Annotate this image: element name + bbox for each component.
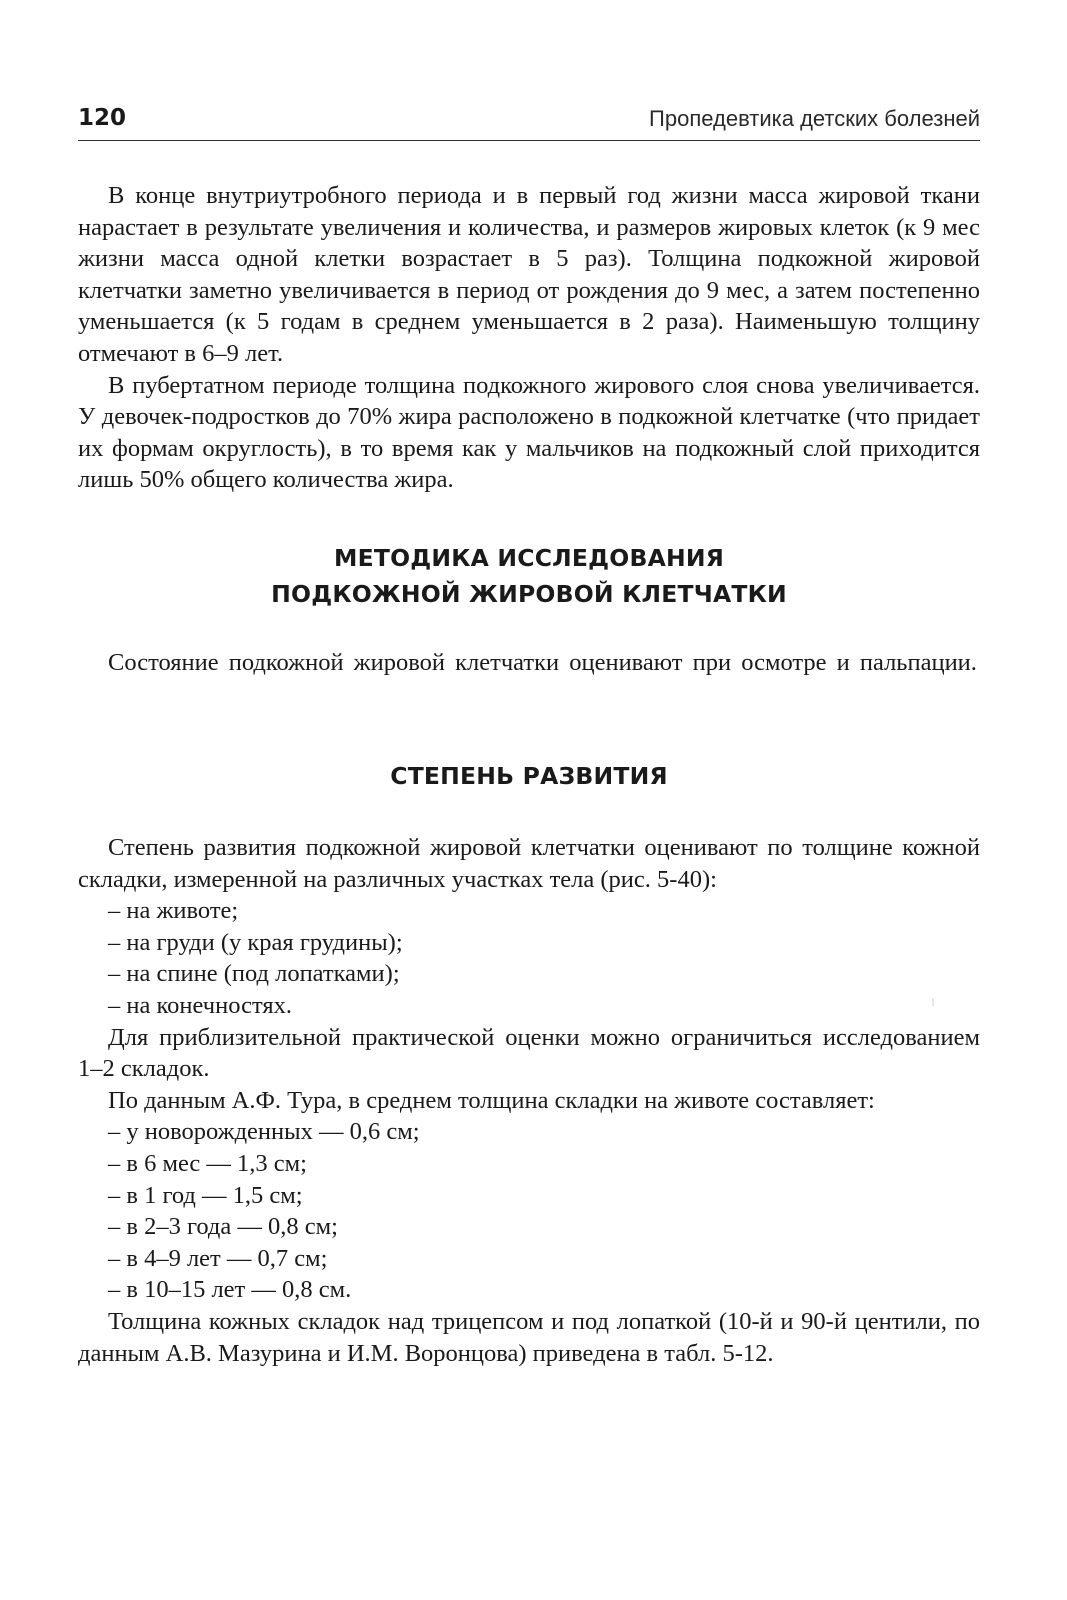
tur-value-4-9-years: – в 4–9 лет — 0,7 см; <box>108 1244 328 1272</box>
approx-paragraph: Для приблизительной практической оценки можно ограничиться исследованием 1–2 складок. <box>78 1023 980 1083</box>
method-text <box>78 647 980 679</box>
site-item-back: – на спине (под лопатками); <box>108 960 400 988</box>
closing-paragraph: Толщина кожных складок над трицепсом и под лопаткой (10-й и 90-й центили, по данным А.В. Мазурина и И.М. Воронцова) приведена в табл. 5-12. <box>78 1307 980 1367</box>
method-paragraph: Состояние подкожной жировой клетчатки оценивают при осмотре и пальпации. <box>108 649 977 676</box>
tur-value-10-15-years: – в 10–15 лет — 0,8 см. <box>108 1276 352 1304</box>
tur-value-1-year: – в 1 год — 1,5 см; <box>108 1181 303 1209</box>
intro-paragraph-1: В конце внутриутробного периода и в первый год жизни масса жировой ткани нарастает в результате увеличения и количества, и размеров жировых клеток (к 9 мес жизни масса одной клетки возрастает в 5 раз). Толщина подкожной жировой клетчатки заметно увеличивается в период от рождения до 9 мес, а затем постепенно уменьшается (к 5 годам в среднем уменьшается в 2 раза). Наименьшую толщину отмечают в 6–9 лет. <box>78 182 980 367</box>
section-heading-method-line-2: ПОДКОЖНОЙ ЖИРОВОЙ КЛЕТЧАТКИ <box>271 580 787 608</box>
site-item-chest: – на груди (у края грудины); <box>108 928 403 956</box>
tur-paragraph: По данным А.Ф. Тура, в среднем толщина складки на животе составляет: <box>108 1086 875 1114</box>
scan-speck <box>932 998 934 1006</box>
page-header <box>78 100 980 141</box>
tur-value-6-months: – в 6 мес — 1,3 см; <box>108 1149 307 1177</box>
section-heading-method-line-1: МЕТОДИКА ИССЛЕДОВАНИЯ <box>334 544 724 572</box>
section-heading-degree: СТЕПЕНЬ РАЗВИТИЯ <box>390 762 668 790</box>
intro-paragraph-2: В пубертатном периоде толщина подкожного жирового слоя снова увеличивается. У девочек-подростков до 70% жира расположено в подкожной клетчатке (что придает их формам округлость), в то время как у мальчиков на подкожный слой приходится лишь 50% общего количества жира. <box>78 371 980 494</box>
intro-text <box>78 180 980 496</box>
site-item-abdomen: – на животе; <box>108 897 239 925</box>
tur-value-2-3-years: – в 2–3 года — 0,8 см; <box>108 1213 338 1241</box>
running-title: Пропедевтика детских болезней <box>649 106 980 131</box>
section-heading-method <box>78 540 980 612</box>
degree-text <box>78 832 980 1369</box>
page-number: 120 <box>78 105 127 131</box>
tur-value-newborn: – у новорожденных — 0,6 см; <box>108 1118 420 1146</box>
site-item-limbs: – на конечностях. <box>108 991 292 1019</box>
degree-intro-paragraph: Степень развития подкожной жировой клетчатки оценивают по толщине кожной складки, измеренной на различных участках тела (рис. 5-40): <box>78 834 980 893</box>
